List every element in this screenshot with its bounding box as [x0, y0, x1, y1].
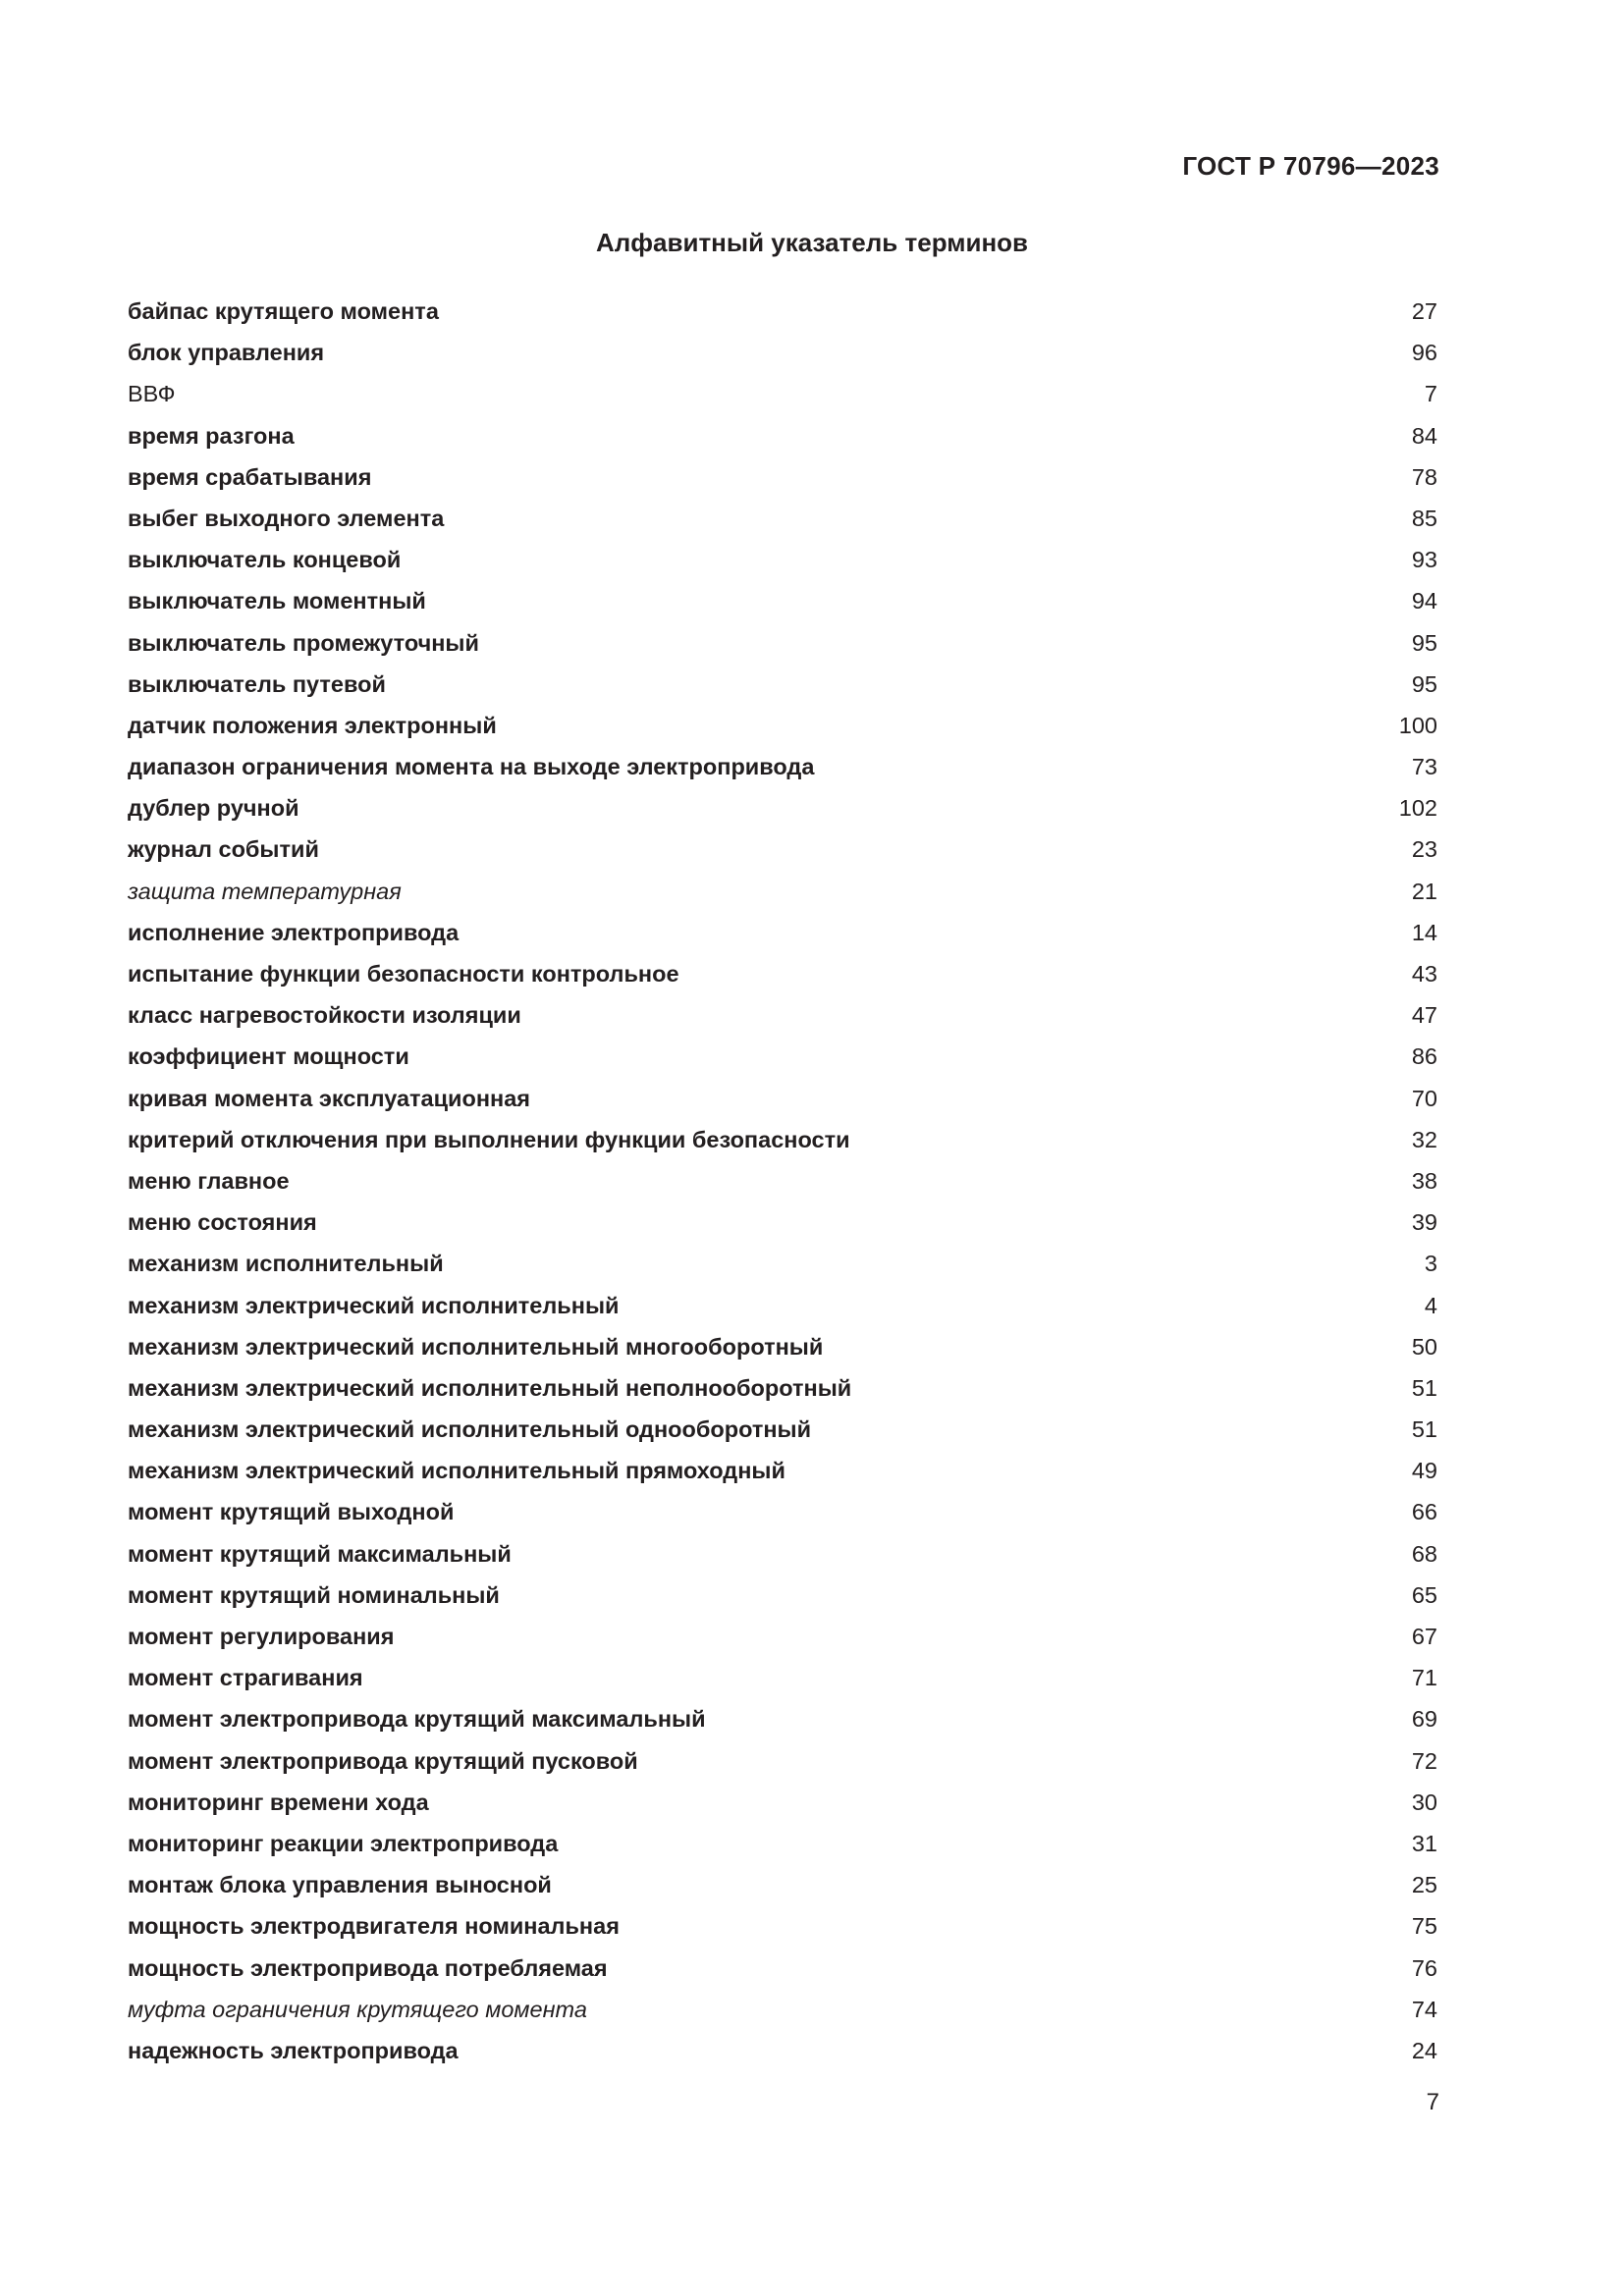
index-term-number: 3 — [1424, 1251, 1437, 1277]
index-term-number: 70 — [1411, 1085, 1437, 1111]
index-entry — [128, 1698, 1437, 1739]
index-term: исполнение электропривода — [128, 919, 460, 945]
index-term: механизм исполнительный — [128, 1251, 444, 1277]
index-term-number: 100 — [1398, 712, 1437, 738]
index-term: время разгона — [128, 422, 295, 449]
index-term-number: 72 — [1411, 1747, 1437, 1774]
index-term-number: 68 — [1411, 1540, 1437, 1567]
index-entry — [128, 1409, 1437, 1450]
index-term-number: 39 — [1411, 1209, 1437, 1236]
index-entry — [128, 1823, 1437, 1864]
term-index-list — [128, 291, 1437, 2071]
index-term-number: 96 — [1411, 340, 1437, 366]
index-entry — [128, 1740, 1437, 1782]
index-entry — [128, 1160, 1437, 1201]
index-entry — [128, 332, 1437, 373]
index-term-number: 69 — [1411, 1706, 1437, 1733]
index-term: механизм электрический исполнительный — [128, 1292, 620, 1318]
index-entry — [128, 1036, 1437, 1077]
index-term: механизм электрический исполнительный неполнооборотный — [128, 1374, 852, 1401]
index-term: байпас крутящего момента — [128, 298, 439, 324]
index-term-number: 84 — [1411, 422, 1437, 449]
index-term: критерий отключения при выполнении функции безопасности — [128, 1126, 850, 1152]
index-term-number: 21 — [1411, 878, 1437, 904]
index-entry — [128, 828, 1437, 870]
index-term-number: 66 — [1411, 1499, 1437, 1525]
index-term-number: 24 — [1411, 2037, 1437, 2063]
index-term: датчик положения электронный — [128, 712, 497, 738]
index-term-number: 73 — [1411, 754, 1437, 780]
index-entry — [128, 1119, 1437, 1160]
index-entry — [128, 1616, 1437, 1657]
index-entry — [128, 664, 1437, 705]
index-term: журнал событий — [128, 836, 319, 863]
index-term-number: 74 — [1411, 1996, 1437, 2022]
index-term: момент электропривода крутящий пусковой — [128, 1747, 638, 1774]
index-entry — [128, 953, 1437, 994]
index-term-number: 78 — [1411, 463, 1437, 490]
index-entry — [128, 1491, 1437, 1532]
index-entry — [128, 456, 1437, 498]
index-entry — [128, 1078, 1437, 1119]
index-entry — [128, 1285, 1437, 1326]
index-term: время срабатывания — [128, 463, 372, 490]
index-entry — [128, 622, 1437, 664]
index-term: мощность электропривода потребляемая — [128, 1954, 608, 1981]
index-term-number: 27 — [1411, 298, 1437, 324]
index-term-number: 25 — [1411, 1872, 1437, 1898]
index-term: дублер ручной — [128, 795, 299, 822]
index-term: ВВФ — [128, 381, 176, 407]
index-term-number: 4 — [1424, 1292, 1437, 1318]
index-term: надежность электропривода — [128, 2037, 459, 2063]
index-term: механизм электрический исполнительный многооборотный — [128, 1333, 824, 1360]
index-term: момент страгивания — [128, 1665, 363, 1691]
index-entry — [128, 2030, 1437, 2071]
index-entry — [128, 1905, 1437, 1947]
index-term-number: 23 — [1411, 836, 1437, 863]
index-term-number: 14 — [1411, 919, 1437, 945]
index-entry — [128, 1533, 1437, 1575]
index-term-number: 49 — [1411, 1458, 1437, 1484]
index-term-number: 76 — [1411, 1954, 1437, 1981]
document-id: ГОСТ Р 70796—2023 — [1182, 151, 1439, 181]
index-entry — [128, 1367, 1437, 1409]
index-term: мониторинг реакции электропривода — [128, 1830, 559, 1856]
index-term-number: 50 — [1411, 1333, 1437, 1360]
index-entry — [128, 373, 1437, 414]
index-entry — [128, 705, 1437, 746]
index-entry — [128, 1450, 1437, 1491]
index-entry — [128, 539, 1437, 580]
index-term: диапазон ограничения момента на выходе электропривода — [128, 754, 815, 780]
index-term: меню главное — [128, 1167, 290, 1194]
index-term: выключатель моментный — [128, 588, 426, 614]
index-entry — [128, 1326, 1437, 1367]
index-term-number: 7 — [1424, 381, 1437, 407]
index-entry — [128, 1948, 1437, 1989]
index-term-number: 102 — [1398, 795, 1437, 822]
index-term-number: 95 — [1411, 629, 1437, 656]
index-term: момент регулирования — [128, 1624, 395, 1649]
index-term: момент крутящий номинальный — [128, 1581, 500, 1608]
index-term-number: 94 — [1411, 588, 1437, 614]
index-entry — [128, 1243, 1437, 1284]
index-title: Алфавитный указатель терминов — [595, 228, 1029, 257]
index-term: монтаж блока управления выносной — [128, 1872, 552, 1898]
index-term-number: 67 — [1411, 1624, 1437, 1649]
index-term: кривая момента эксплуатационная — [128, 1085, 531, 1111]
index-term: выбег выходного элемента — [128, 505, 445, 531]
index-term: муфта ограничения крутящего момента — [128, 1996, 587, 2022]
index-entry — [128, 994, 1437, 1036]
index-term-number: 51 — [1411, 1374, 1437, 1401]
index-term: мониторинг времени хода — [128, 1789, 429, 1815]
index-term-number: 51 — [1411, 1416, 1437, 1443]
index-term: выключатель путевой — [128, 670, 386, 697]
index-term-number: 38 — [1411, 1167, 1437, 1194]
index-term-number: 93 — [1411, 547, 1437, 573]
index-term: механизм электрический исполнительный однооборотный — [128, 1416, 812, 1443]
index-term: момент крутящий максимальный — [128, 1540, 512, 1567]
index-entry — [128, 1782, 1437, 1823]
page-number: 7 — [1426, 2089, 1439, 2115]
index-entry — [128, 1201, 1437, 1243]
index-term: блок управления — [128, 340, 325, 366]
index-term-number: 85 — [1411, 505, 1437, 531]
index-term: выключатель промежуточный — [128, 629, 479, 656]
index-term: механизм электрический исполнительный прямоходный — [128, 1458, 785, 1484]
index-term-number: 86 — [1411, 1043, 1437, 1070]
index-entry — [128, 498, 1437, 539]
index-term-number: 71 — [1411, 1665, 1437, 1691]
index-entry — [128, 1657, 1437, 1698]
index-entry — [128, 787, 1437, 828]
index-entry — [128, 1989, 1437, 2030]
index-entry — [128, 291, 1437, 332]
index-entry — [128, 580, 1437, 621]
index-term-number: 65 — [1411, 1581, 1437, 1608]
index-entry — [128, 746, 1437, 787]
index-term: меню состояния — [128, 1209, 317, 1236]
index-term: мощность электродвигателя номинальная — [128, 1913, 620, 1940]
index-term: выключатель концевой — [128, 547, 402, 573]
index-term: коэффициент мощности — [128, 1043, 409, 1070]
index-term: испытание функции безопасности контрольное — [128, 961, 679, 987]
index-term-number: 75 — [1411, 1913, 1437, 1940]
index-entry — [128, 415, 1437, 456]
index-term-number: 31 — [1411, 1830, 1437, 1856]
index-term-number: 43 — [1411, 961, 1437, 987]
index-term-number: 30 — [1411, 1789, 1437, 1815]
index-term-number: 95 — [1411, 670, 1437, 697]
index-term: защита температурная — [128, 878, 402, 904]
index-term-number: 47 — [1411, 1002, 1437, 1029]
index-term-number: 32 — [1411, 1126, 1437, 1152]
index-term: момент крутящий выходной — [128, 1499, 455, 1525]
index-term: класс нагревостойкости изоляции — [128, 1002, 521, 1029]
index-entry — [128, 871, 1437, 912]
index-term: момент электропривода крутящий максимальный — [128, 1706, 706, 1733]
index-entry — [128, 1575, 1437, 1616]
index-entry — [128, 912, 1437, 953]
index-entry — [128, 1864, 1437, 1905]
